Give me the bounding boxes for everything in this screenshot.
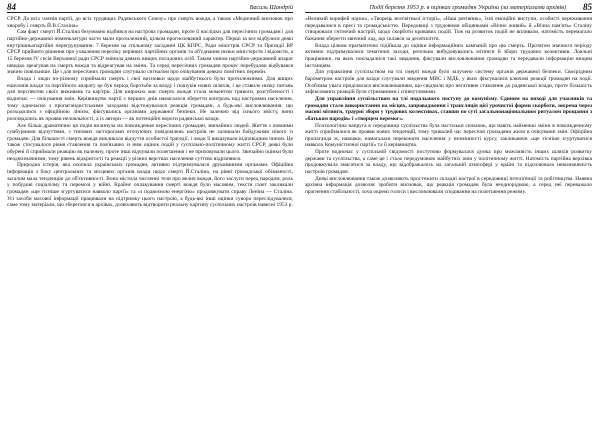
left-paragraph-5: Природна істерія, яка охопила українських громадян, активно підтримувалася друкованими органами. Офіційна інформація з боку центральних та місцевих органів влади щодо смерті Й.Сталіна, на рівні громадської обізнаності, загалом мала тенденцію до об'єктивності. Вона містила численні тези про велич вождя, його заслуги перед народом, роль у побудові соціалізму та перемозі у війні. Крайнє оплакування смерті вождя було масовим, тексти газет закликали громадян «ще тісніше згуртуватися навколо партії» та «з подвоєною енергією» продовжувати справу Леніна — Сталіна. Усі засоби масової інформації працювали на підтримку цього настрою, а будь-які інші оцінки суворо переслідувалися, саме тому матеріали, що збереглися в архівах, дозволяють відтворити реальну картину суспільних настроїв навесні 1953 р. (7, 162, 293, 209)
right-paragraph-2: Влада цілком прагматично підійшла до оцінки інформаційних кампаній про цю смерть. Протягом значного періоду активно підтримувалися тематичні заходи, ретельно вибудовувались мітинги й збори трудових колективів. Лояльні працівники, на яких покладалися такі завдання, фіксували висловлювання громадян та передавали інформацію вищим інстанціям. (305, 42, 592, 69)
left-running-head: Василь Шандрій (249, 4, 293, 11)
right-page-header (305, 3, 592, 13)
left-page-number: 84 (7, 2, 16, 12)
right-page (300, 0, 600, 428)
right-paragraph-7: Деякі висловлювання також дозволяють простежити складні настрої в середовищі інтелігенції та робітництва. Наявна архівна інформація дозволяє зробити висновок, що реакція громадян була неоднорідною, а серед неї переважало прагнення стабільності, хоча окремі голоси і висловлювали сподівання на полегшення режиму. (305, 175, 592, 196)
right-paragraph-5: Психологічна напруга в середовищі суспільства була настільки сильною, що навіть найменші зміни в повсякденному житті сприймалися як прояви нових тенденцій, тому тривалий час пересічні громадяни жили в очікуванні змін. Офіційна пропаганда ж, навпаки, намагалася переконати населення у незмінності курсу, закликаючи «ще тісніше згуртуватися навколо Комуністичної партії» та її керівництва. (305, 122, 592, 149)
left-page-body (7, 16, 293, 209)
right-paragraph-3: Для управління суспільством на тлі смерті вождя було залучено систему органів державної безпеки. Своєрідним барометром настроїв для влади слугували зведення МВС і МДБ, у яких фіксувалися ключові реакції громадян на події. Особлива увага приділялася висловлюванням, що свідчили про негативне ставлення до радянської влади, проте більшість зафіксованих реакцій були стриманими і співчутливими. (305, 69, 592, 96)
right-paragraph-1: «Великий корифей науки», «Творець всесвітньої історії», «Наш рятівник», їхні емоційні виступи, особисті переживання передавалися в пресі та громадськістю. Передовиці з трудовими обіцянками «Вічно живий» й «Вічна пам'ять» Сталіну створювали гнітючий настрій, щодо скорботи кривавих подій. Тож на розвиток подій не впливали, натомість перемагало бажання зберегти звичний лад, що склався за десятиліття. (305, 16, 592, 42)
right-paragraph-4: Для управління суспільством на тлі подальшого поступу до комунізму. Єдиним на виході для учасників та громадян стало використання на місцях, запровадження і трансляція цієї урочистої форми скорботи, зокрема через масові мітинги, траурні збори у трудових колективах, ставши по суті загальнонаціональним ритуалом прощання з «батьком народів» і «творцем перемог». (305, 95, 592, 122)
left-paragraph-1: СРСР. До всіх членів партії, до всіх трудящих Радянського Союзу» про смерть вождя, а також «Медичний висновок про хворобу і смерть Й.В.Сталіна» (7, 16, 293, 29)
right-running-head: Події березня 1953 р. в оцінках громадян України (за матеріалами архівів) (369, 4, 566, 11)
right-page-number: 85 (583, 2, 592, 12)
right-paragraph-6: Проте водночас у суспільній свідомості поступово формувалася думка про можливість інших шляхів розвитку держави та суспільства, а саме це і стало передумовою майбутніх змін у політичному житті. Натомість партійна верхівка продовжувала змагатися за владу, що відображалось на загальній атмосфері у країні та підсилювало невизначеність настроїв громадян. (305, 149, 592, 176)
right-page-body (305, 16, 592, 196)
left-paragraph-3: Влада і люди по-різному сприймали смерть і свої висновки щодо майбутнього були протилежними. Для вищих ешелонів влади та партійного апарату це був період боротьби за владу і пошуків нових шляхів, і це ставило низку питань для перспектив своїх виживань та кар'єри. Для широких мас смерть вождя стала моментом тривоги, розгубленості і водночас — очікування змін. Керівництво партії з перших днів намагалося зберегти контроль над настроями населення, тому одночасно з пропагандистськими заходами відстежувалася реакція громадян, а будь-які висловлювання, що розходилися з офіційною лінією, фіксувались органами державної безпеки. Не залежно від їхнього змісту, вони розглядались як прояви нелояльності, а їх автори — як потенційні вороги радянської влади. (7, 75, 293, 122)
left-paragraph-2: Сам факт смерті Й.Сталіна безумовно відбився на настроях громадян, проте її наслідки для пересічних громадян і для партійно-державної номенклатури часто мали протилежний, цілком прогнозований характер. Перші за все відбулися деякі внутрішньопартійні перегрупування. 7 березня на спільному засіданні ЦК КПРС, Ради міністрів СРСР та Президії ВР СРСР прийнято рішення про ухвалення переліку керівних партійних органів та об'єднання низки міністерств і відомств, а 15 березня IV сесія Верховної ради СРСР змінила деяких вищих посадових осіб. Таким чином партійно-державний апарат швидко зреагував на смерть вождя та відреагував на зміни. Та серед пересічних громадян процес перебудови відбувався значно повільніше. Це і для пересічних громадян слугувало сигналом про очікування деяких помітних перемін. (7, 29, 293, 76)
left-page-header (7, 3, 293, 13)
left-paragraph-4: Але більш драматично ця подія вплинула на повсякдення пересічних громадян, звичайних людей. Життя з повними сумбурними відчуттями, з типових засторогами оточуючих повідомлень настроїв не залишали байдужими нікого із громадян. Для більшості смерть вождя викликала відчуття особистої трагедії, і люди її виказували відповідним чином. Це також стосувалося рівня ставлення та пов'язаних із ним оцінок подій у суспільно-політичному житті СРСР, деякі були обурені й сприймали реакцію як належну, проте інші відчували полегшення і не приховували цього. Звичайно оцінки були неоднозначними, тому рівень відкритості та реакції у різних верствах населення суттєво відрізнявся. (7, 122, 293, 162)
